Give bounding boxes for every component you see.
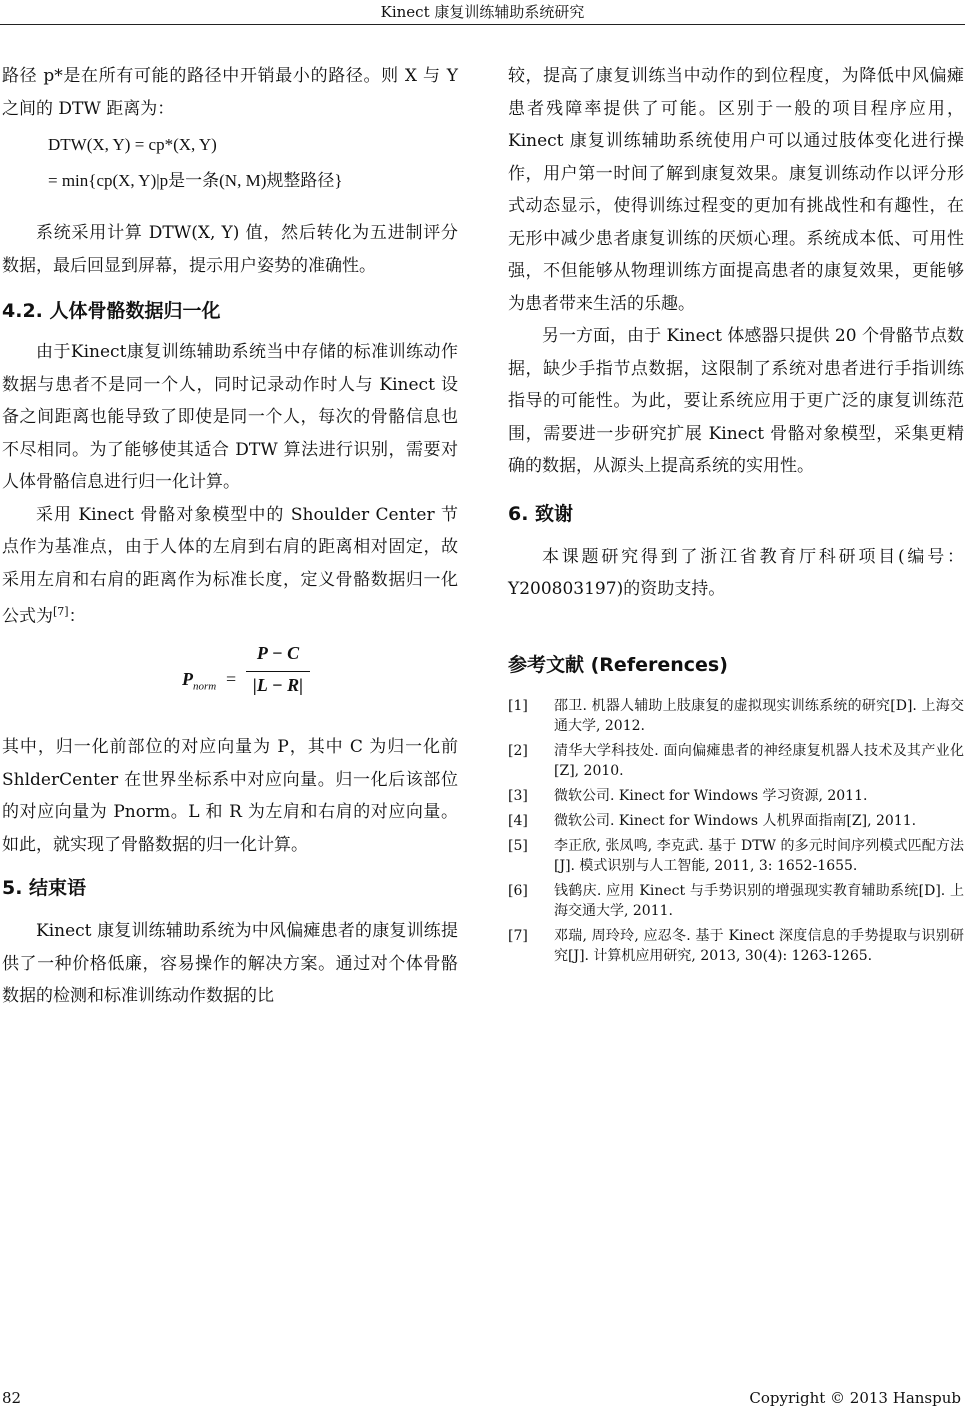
formula-numerator: P − C	[256, 643, 300, 664]
header-rule	[0, 24, 965, 25]
left-column	[2, 60, 458, 1013]
paragraph-4-2-a: 由于Kinect康复训练辅助系统当中存储的标准训练动作数据与患者不是同一个人，同时记录动作时人与 Kinect 设备之间距离也能导致了即使是同一个人，每次的骨骼信息也不尽相同。为了能够使其适合 DTW 算法进行识别，需要对人体骨骼信息进行归一化计算。	[2, 342, 458, 492]
citation-7: [7]	[53, 605, 69, 618]
paragraph-dtw: 系统采用计算 DTW(X, Y) 值，然后转化为五进制评分数据，最后回显到屏幕，提示用户姿势的准确性。	[2, 223, 458, 276]
section-heading-5: 5. 结束语	[2, 877, 87, 900]
paragraph-5-a: Kinect 康复训练辅助系统为中风偏瘫患者的康复训练提供了一种价格低廉，容易操作的解决方案。通过对个体骨骼数据的检测和标准训练动作数据的比	[2, 921, 458, 1007]
paragraph-4-2-b-end: ：	[68, 606, 86, 627]
right-column	[508, 60, 964, 971]
reference-item: [7] 邓瑞, 周玲玲, 应忍冬. 基于 Kinect 深度信息的手势提取与识别研究[J]. 计算机应用研究, 2013, 30(4): 1263-1265.	[508, 927, 964, 964]
equation-dtw-2: = min{cp(X, Y)|p是一条(N, M)规整路径}	[48, 171, 343, 190]
copyright-notice: Copyright © 2013 Hanspub	[749, 1389, 961, 1407]
formula-lhs-sub: norm	[193, 680, 217, 693]
formula-denominator: |L − R|	[252, 675, 304, 696]
page-header: Kinect 康复训练辅助系统研究	[380, 3, 585, 21]
paragraph-5-b: 较，提高了康复训练当中动作的到位程度，为降低中风偏瘫患者残障率提供了可能。区别于一般的项目程序应用，Kinect 康复训练辅助系统使用户可以通过肢体变化进行操作，用户第一时间了解到康复效果。康复训练动作以评分形式动态显示，使得训练过程变的更加有挑战性和有趣性，在无形中减少患者康复训练的厌烦心理。系统成本低、可用性强，不但能够从物理训练方面提高患者的康复效果，更能够为患者带来生活的乐趣。	[508, 66, 964, 314]
paragraph-4-2-b	[2, 499, 458, 634]
section-heading-4-2: 4.2. 人体骨骼数据归一化	[2, 300, 221, 322]
paragraph-4-2-b-text: 采用 Kinect 骨骼对象模型中的 Shoulder Center 节点作为基准点，由于人体的左肩到右肩的距离相对固定，故采用左肩和右肩的距离作为标准长度，定义骨骼数据归一化公式为	[2, 504, 458, 627]
paragraph-5-c: 另一方面，由于 Kinect 体感器只提供 20 个骨骼节点数据，缺少手指节点数据，这限制了系统对患者进行手指训练指导的可能性。为此，要让系统应用于更广泛的康复训练范围，需要进一步研究扩展 Kinect 骨骼对象模型，采集更精确的数据，从源头上提高系统的实用性。	[508, 326, 964, 476]
paragraph-6: 本课题研究得到了浙江省教育厅科研项目(编号：Y200803197)的资助支持。	[508, 546, 964, 599]
paragraph-4-2-c: 其中，归一化前部位的对应向量为 P，其中 C 为归一化前 ShlderCenter 在世界坐标系中对应向量。归一化后该部位的对应向量为 Pnorm。L 和 R 为左肩和右肩的对应向量。如此，就实现了骨骼数据的归一化计算。	[2, 737, 458, 855]
reference-item: [2] 清华大学科技处. 面向偏瘫患者的神经康复机器人技术及其产业化[Z], 2010.	[508, 742, 964, 779]
reference-item: [1] 邵卫. 机器人辅助上肢康复的虚拟现实训练系统的研究[D]. 上海交通大学, 2012.	[508, 697, 964, 734]
page-number: 82	[2, 1389, 22, 1407]
reference-item: [4] 微软公司. Kinect for Windows 人机界面指南[Z], 2011.	[508, 812, 917, 829]
section-heading-6: 6. 致谢	[508, 502, 574, 525]
reference-item: [5] 李正欣, 张凤鸣, 李克武. 基于 DTW 的多元时间序列模式匹配方法[J]. 模式识别与人工智能, 2011, 3: 1652-1655.	[508, 837, 964, 874]
reference-item: [6] 钱鹤庆. 应用 Kinect 与手势识别的增强现实教育辅助系统[D]. 上海交通大学, 2011.	[508, 882, 964, 919]
equation-dtw-1: DTW(X, Y) = cp*(X, Y)	[48, 135, 217, 154]
references-list	[508, 696, 964, 966]
formula-fraction-bar	[246, 671, 310, 672]
formula-lhs: $P_{norm}$	[182, 669, 217, 693]
paragraph-intro: 路径 p*是在所有可能的路径中开销最小的路径。则 X 与 Y 之间的 DTW 距离为：	[2, 66, 458, 119]
formula-equals: =	[226, 669, 237, 690]
normalization-formula	[2, 639, 458, 727]
references-heading: 参考文献 (References)	[508, 653, 728, 676]
reference-item: [3] 微软公司. Kinect for Windows 学习资源, 2011.	[508, 787, 868, 804]
